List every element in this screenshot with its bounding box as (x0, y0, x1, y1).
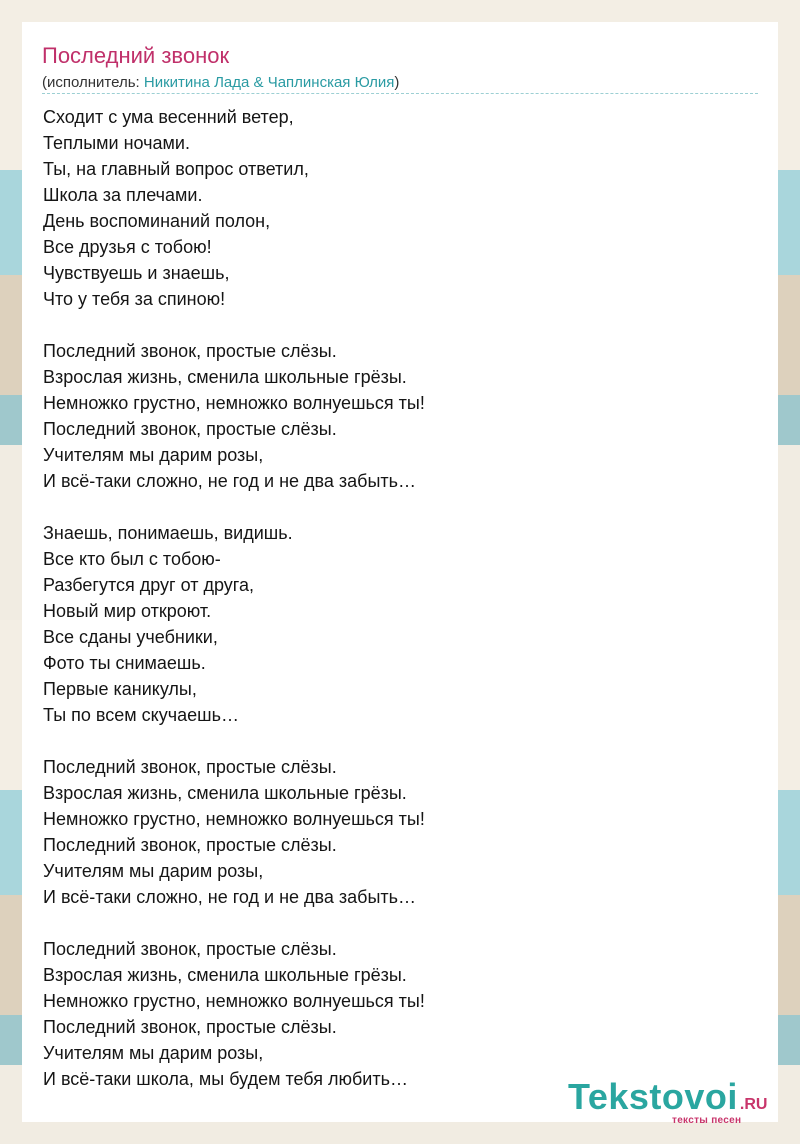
lyric-line: Новый мир откроют. (43, 601, 212, 621)
artist-link[interactable]: Никитина Лада & Чаплинская Юлия (143, 74, 395, 91)
lyric-line: Учителям мы дарим розы, (43, 1043, 264, 1063)
lyric-line: И всё-таки сложно, не год и не два забыть… (43, 887, 417, 907)
lyric-line: Учителям мы дарим розы, (43, 445, 264, 465)
lyric-line: Разбегутся друг от друга, (43, 575, 254, 595)
lyric-line: Что у тебя за спиною! (43, 289, 226, 309)
song-title: Последний звонок (42, 43, 230, 68)
lyric-line: Последний звонок, простые слёзы. (43, 419, 337, 439)
lyric-line: Взрослая жизнь, сменила школьные грёзы. (43, 367, 407, 387)
divider (42, 93, 758, 94)
logo-domain: .RU (739, 1096, 768, 1113)
lyric-line: Последний звонок, простые слёзы. (43, 1017, 337, 1037)
lyric-line: Немножко грустно, немножко волнуешься ты! (43, 393, 425, 413)
artist-line (42, 73, 399, 93)
lyric-line: Ты, на главный вопрос ответил, (43, 159, 309, 179)
lyric-line: Знаешь, понимаешь, видишь. (43, 523, 293, 543)
lyric-line: Немножко грустно, немножко волнуешься ты! (43, 991, 425, 1011)
lyrics-stanza (43, 936, 743, 1092)
lyric-line: Все сданы учебники, (43, 627, 218, 647)
lyric-line: Взрослая жизнь, сменила школьные грёзы. (43, 783, 407, 803)
lyrics-card (22, 22, 778, 1126)
lyric-line: Последний звонок, простые слёзы. (43, 341, 337, 361)
lyric-line: Первые каникулы, (43, 679, 197, 699)
lyric-line: Последний звонок, простые слёзы. (43, 835, 337, 855)
lyric-line: И всё-таки сложно, не год и не два забыть… (43, 471, 417, 491)
logo-text: Tekstovoi (568, 1076, 738, 1117)
site-logo[interactable] (568, 1076, 768, 1126)
lyric-line: И всё-таки школа, мы будем тебя любить… (43, 1069, 408, 1089)
lyric-line: Фото ты снимаешь. (43, 653, 206, 673)
lyric-line: Сходит с ума весенний ветер, (43, 107, 294, 127)
logo-tagline: тексты песен (672, 1115, 742, 1126)
lyrics-body (43, 104, 743, 1118)
artist-prefix: (исполнитель: (42, 74, 144, 91)
lyric-line: Школа за плечами. (43, 185, 203, 205)
lyric-line: Все кто был с тобою- (43, 549, 221, 569)
lyric-line: Все друзья с тобою! (43, 237, 212, 257)
lyrics-stanza (43, 338, 743, 494)
lyric-line: Взрослая жизнь, сменила школьные грёзы. (43, 965, 407, 985)
lyric-line: Чувствуешь и знаешь, (43, 263, 230, 283)
lyric-line: Ты по всем скучаешь… (43, 705, 239, 725)
lyrics-stanza (43, 104, 743, 312)
lyric-line: Немножко грустно, немножко волнуешься ты! (43, 809, 425, 829)
lyric-line: День воспоминаний полон, (43, 211, 271, 231)
lyric-line: Учителям мы дарим розы, (43, 861, 264, 881)
lyrics-stanza (43, 754, 743, 910)
lyric-line: Последний звонок, простые слёзы. (43, 939, 337, 959)
lyric-line: Последний звонок, простые слёзы. (43, 757, 337, 777)
artist-suffix: ) (394, 74, 400, 91)
lyrics-stanza (43, 520, 743, 728)
lyric-line: Теплыми ночами. (43, 133, 190, 153)
